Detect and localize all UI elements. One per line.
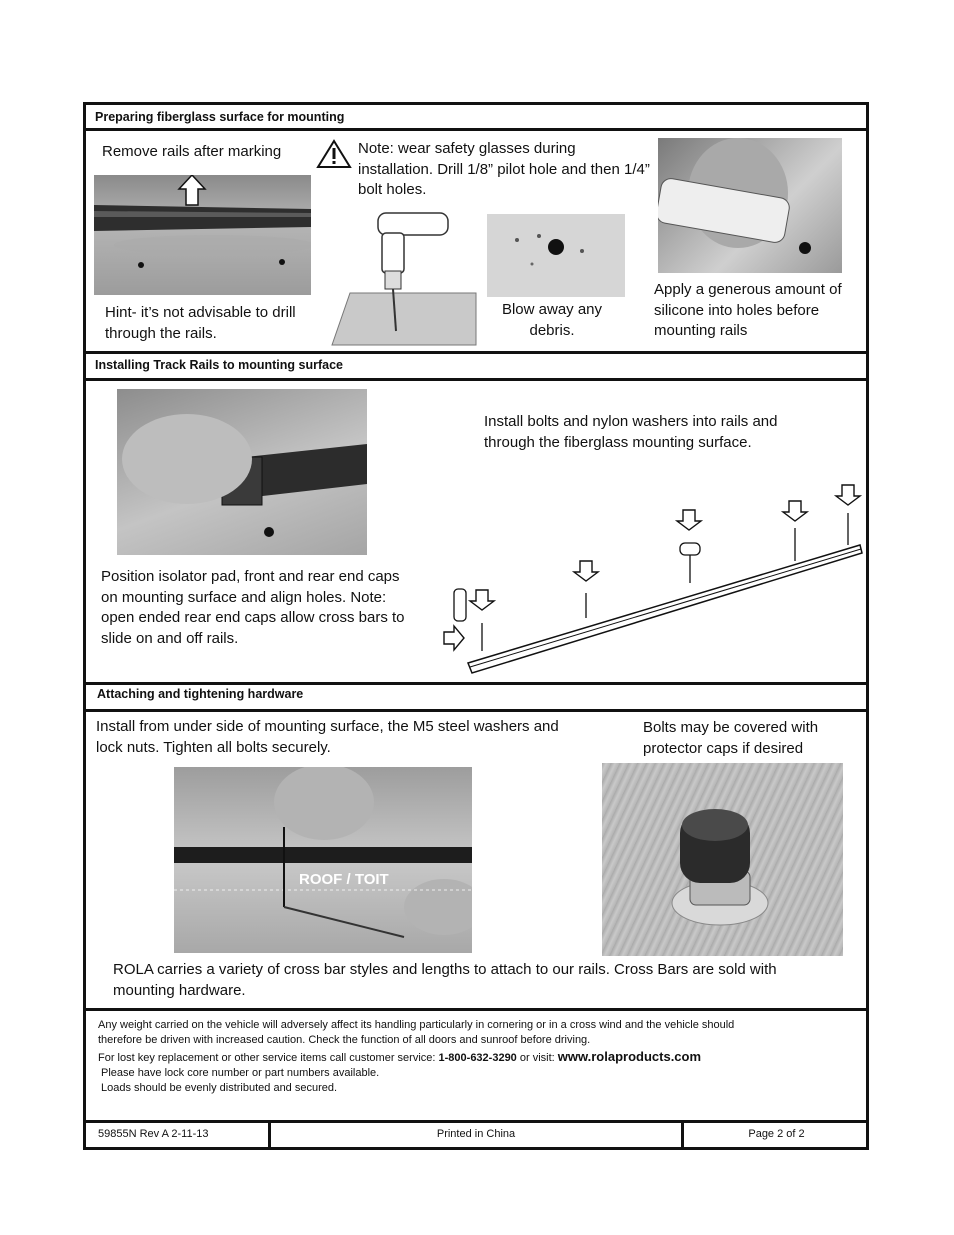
silicone-illustration xyxy=(658,138,842,273)
hint-text: Hint- it’s not advisable to drill through the rails. xyxy=(105,304,296,342)
protector-cap-illustration xyxy=(602,763,843,956)
divider xyxy=(83,128,869,131)
end-cap-photo xyxy=(117,389,367,555)
down-arrow-icon xyxy=(574,561,598,581)
roof-label: ROOF / TOIT xyxy=(299,871,389,888)
service-text: For lost key replacement or other service items call customer service: xyxy=(98,1052,436,1064)
silicone-text: Apply a generous amount of silicone into holes before mounting rails xyxy=(654,281,842,339)
page-number: Page 2 of 2 xyxy=(748,1128,805,1140)
tightening-illustration xyxy=(174,767,472,953)
drill-illustration xyxy=(330,205,480,347)
visit-text: or visit: xyxy=(519,1052,555,1064)
install-under-text: Install from under side of mounting surface, the M5 steel washers and lock nuts. Tighten all bolts securely. xyxy=(96,718,559,756)
position-text: Position isolator pad, front and rear end caps on mounting surface and align holes. Note: open ended rear end caps allow cross bars to slide on and off rails. xyxy=(101,568,405,647)
section-header-installing: Installing Track Rails to mounting surface xyxy=(95,358,343,372)
rail-assembly-diagram xyxy=(440,483,865,678)
tightening-photo xyxy=(174,767,472,953)
divider xyxy=(83,682,869,685)
divider xyxy=(83,1008,869,1011)
divider xyxy=(83,351,869,354)
notice-line-2: therefore be driven with increased caution. Check the function of all doors and sunroof before driving. xyxy=(98,1034,591,1046)
install-bolts-text: Install bolts and nylon washers into rails and through the fiberglass mounting surface. xyxy=(484,413,778,451)
hole-illustration xyxy=(487,214,625,297)
warning-icon xyxy=(316,139,352,169)
down-arrow-icon xyxy=(783,501,807,521)
protector-cap-photo xyxy=(602,763,843,956)
right-arrow-icon xyxy=(444,626,464,650)
printed-in: Printed in China xyxy=(436,1128,516,1140)
notice-line-1: Any weight carried on the vehicle will adversely affect its handling particularly in cornering or in a cross wind and the vehicle should xyxy=(98,1019,735,1031)
blow-debris-text: Blow away any debris. xyxy=(501,301,603,339)
remove-rails-text: Remove rails after marking xyxy=(102,143,282,160)
notice-line-5: Loads should be evenly distributed and secured. xyxy=(101,1082,338,1094)
down-arrow-icon xyxy=(677,510,701,530)
section-header-attaching: Attaching and tightening hardware xyxy=(97,687,304,701)
bolts-covered-text: Bolts may be covered with protector caps if desired xyxy=(643,719,819,757)
down-arrow-icon xyxy=(470,590,494,610)
down-arrow-icon xyxy=(836,485,860,505)
notice-line-3 xyxy=(98,1049,858,1066)
website-link[interactable]: www.rolaproducts.com xyxy=(557,1049,702,1064)
divider xyxy=(83,1120,869,1123)
notice-line-4: Please have lock core number or part numbers available. xyxy=(101,1067,380,1079)
silicone-photo xyxy=(658,138,842,273)
rail-illustration xyxy=(94,175,311,295)
phone-number: 1-800-632-3290 xyxy=(438,1052,517,1064)
divider xyxy=(83,378,869,381)
safety-note-text: Note: wear safety glasses during installation. Drill 1/8” pilot hole and then 1/4” bolt holes. xyxy=(358,140,650,198)
section-header-preparing: Preparing fiberglass surface for mounting xyxy=(95,110,345,124)
divider xyxy=(83,709,869,712)
part-number: 59855N Rev A 2-11-13 xyxy=(98,1128,209,1140)
hole-photo xyxy=(487,214,625,297)
rail-photo xyxy=(94,175,311,295)
rola-crossbar-text: ROLA carries a variety of cross bar styles and lengths to attach to our rails. Cross Bars are sold with mounting hardware. xyxy=(113,961,777,999)
end-cap-illustration xyxy=(117,389,367,555)
notice-block xyxy=(98,1018,858,1096)
